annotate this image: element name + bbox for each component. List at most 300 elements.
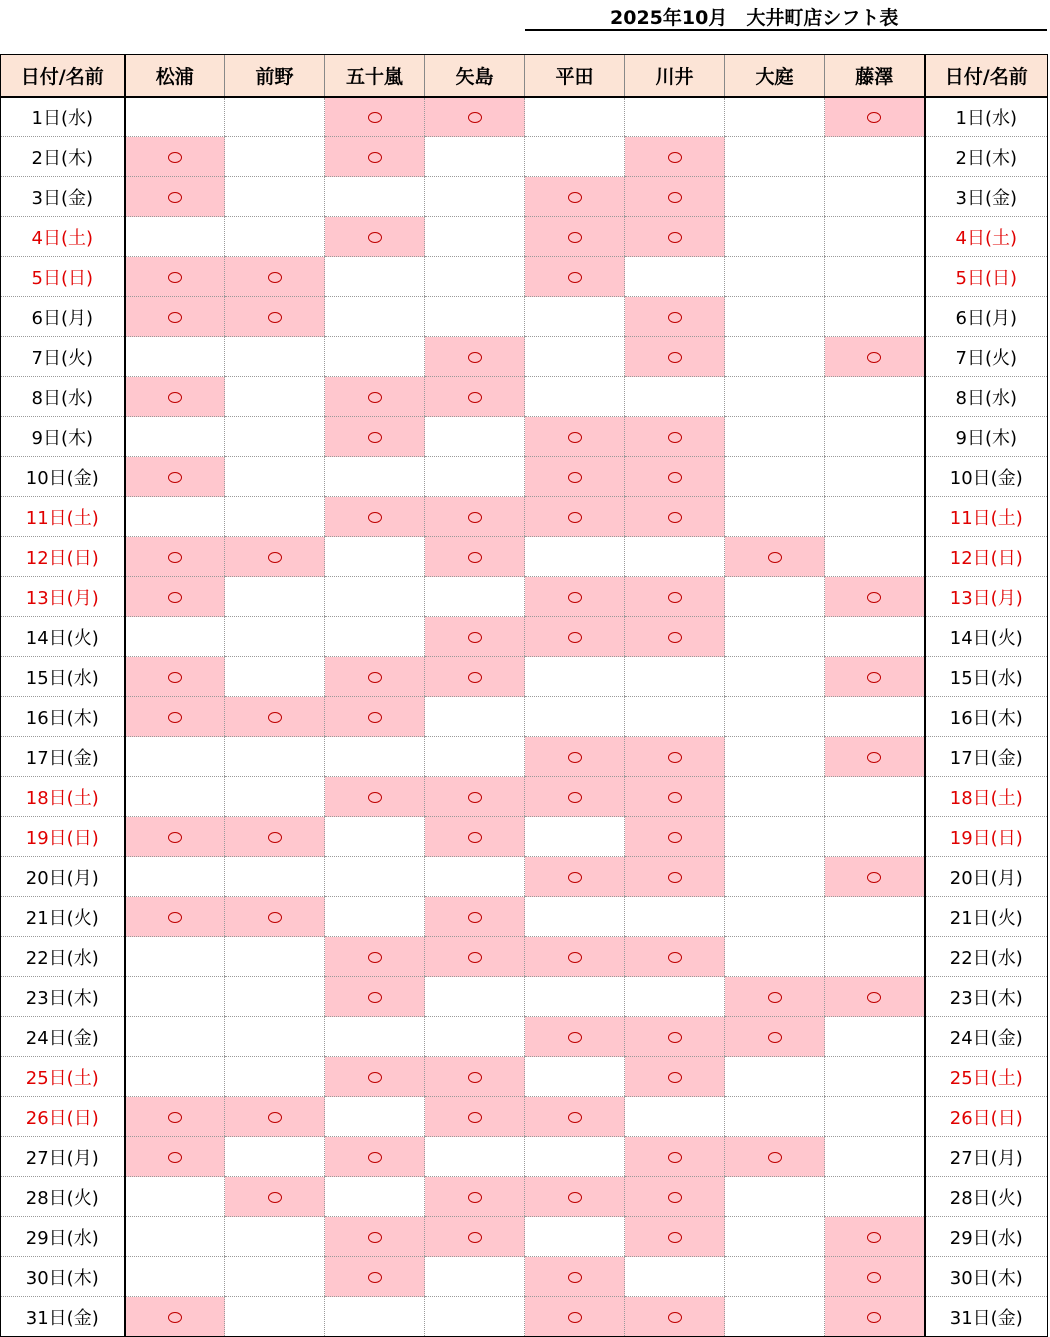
table-row xyxy=(1,657,1048,697)
shift-cell[interactable] xyxy=(325,937,425,977)
header-name-4: 平田 xyxy=(525,55,625,97)
shift-cell[interactable] xyxy=(325,497,425,537)
shift-cell[interactable] xyxy=(725,857,825,897)
shift-cell[interactable] xyxy=(225,577,325,617)
shift-cell[interactable] xyxy=(625,857,725,897)
shift-cell[interactable] xyxy=(125,1177,225,1217)
shift-cell[interactable] xyxy=(725,537,825,577)
shift-cell[interactable] xyxy=(225,1257,325,1297)
shift-cell[interactable] xyxy=(425,1017,525,1057)
date-cell-right: 1日(水) xyxy=(925,97,1048,137)
shift-cell[interactable] xyxy=(625,377,725,417)
shift-cell[interactable] xyxy=(525,137,625,177)
shift-cell[interactable] xyxy=(825,1257,925,1297)
shift-cell[interactable] xyxy=(325,1137,425,1177)
shift-cell[interactable] xyxy=(225,537,325,577)
shift-mark-icon xyxy=(468,1072,482,1083)
shift-cell[interactable] xyxy=(225,857,325,897)
shift-cell[interactable] xyxy=(725,937,825,977)
shift-cell[interactable] xyxy=(125,257,225,297)
shift-cell[interactable] xyxy=(525,497,625,537)
shift-cell[interactable] xyxy=(125,457,225,497)
table-row xyxy=(1,1017,1048,1057)
shift-cell[interactable] xyxy=(225,457,325,497)
table-row xyxy=(1,937,1048,977)
shift-mark-icon xyxy=(168,472,182,483)
shift-mark-icon xyxy=(368,432,382,443)
shift-cell[interactable] xyxy=(325,337,425,377)
shift-cell[interactable] xyxy=(125,777,225,817)
shift-cell[interactable] xyxy=(225,1137,325,1177)
shift-cell[interactable] xyxy=(625,897,725,937)
shift-cell[interactable] xyxy=(625,497,725,537)
shift-cell[interactable] xyxy=(425,297,525,337)
shift-mark-icon xyxy=(668,1032,682,1043)
shift-cell[interactable] xyxy=(725,297,825,337)
shift-cell[interactable] xyxy=(125,137,225,177)
shift-cell[interactable] xyxy=(825,1217,925,1257)
shift-cell[interactable] xyxy=(625,137,725,177)
shift-cell[interactable] xyxy=(425,897,525,937)
shift-cell[interactable] xyxy=(825,217,925,257)
shift-cell[interactable] xyxy=(825,417,925,457)
shift-cell[interactable] xyxy=(225,1017,325,1057)
shift-cell[interactable] xyxy=(125,217,225,257)
shift-cell[interactable] xyxy=(625,1257,725,1297)
date-cell-left: 2日(木) xyxy=(1,137,125,177)
shift-cell[interactable] xyxy=(725,217,825,257)
shift-cell[interactable] xyxy=(625,1017,725,1057)
shift-cell[interactable] xyxy=(525,857,625,897)
shift-cell[interactable] xyxy=(225,337,325,377)
shift-cell[interactable] xyxy=(525,177,625,217)
shift-cell[interactable] xyxy=(525,897,625,937)
shift-cell[interactable] xyxy=(625,177,725,217)
date-cell-left: 31日(金) xyxy=(1,1297,125,1337)
shift-cell[interactable] xyxy=(825,377,925,417)
shift-cell[interactable] xyxy=(325,737,425,777)
shift-cell[interactable] xyxy=(525,657,625,697)
header-name-5: 川井 xyxy=(625,55,725,97)
shift-cell[interactable] xyxy=(125,937,225,977)
shift-cell[interactable] xyxy=(725,1217,825,1257)
shift-cell[interactable] xyxy=(425,857,525,897)
shift-cell[interactable] xyxy=(825,97,925,137)
shift-cell[interactable] xyxy=(625,1097,725,1137)
shift-cell[interactable] xyxy=(325,457,425,497)
shift-cell[interactable] xyxy=(725,1177,825,1217)
shift-cell[interactable] xyxy=(325,1177,425,1217)
shift-cell[interactable] xyxy=(825,537,925,577)
shift-mark-icon xyxy=(568,472,582,483)
date-cell-right: 10日(金) xyxy=(925,457,1048,497)
shift-mark-icon xyxy=(368,1272,382,1283)
shift-cell[interactable] xyxy=(525,1017,625,1057)
shift-cell[interactable] xyxy=(625,937,725,977)
shift-cell[interactable] xyxy=(725,1057,825,1097)
shift-cell[interactable] xyxy=(125,577,225,617)
header-row xyxy=(1,55,1048,97)
shift-cell[interactable] xyxy=(625,1057,725,1097)
shift-cell[interactable] xyxy=(125,857,225,897)
shift-cell[interactable] xyxy=(425,697,525,737)
shift-cell[interactable] xyxy=(725,1017,825,1057)
shift-cell[interactable] xyxy=(725,337,825,377)
shift-cell[interactable] xyxy=(525,417,625,457)
shift-cell[interactable] xyxy=(725,577,825,617)
shift-cell[interactable] xyxy=(225,97,325,137)
shift-mark-icon xyxy=(468,1192,482,1203)
shift-cell[interactable] xyxy=(825,1097,925,1137)
shift-cell[interactable] xyxy=(625,817,725,857)
shift-cell[interactable] xyxy=(825,257,925,297)
shift-mark-icon xyxy=(768,992,782,1003)
shift-cell[interactable] xyxy=(425,377,525,417)
shift-cell[interactable] xyxy=(725,497,825,537)
shift-cell[interactable] xyxy=(625,1297,725,1337)
shift-cell[interactable] xyxy=(825,977,925,1017)
shift-cell[interactable] xyxy=(125,1097,225,1137)
shift-cell[interactable] xyxy=(725,417,825,457)
shift-mark-icon xyxy=(668,352,682,363)
shift-cell[interactable] xyxy=(325,857,425,897)
shift-cell[interactable] xyxy=(325,657,425,697)
shift-cell[interactable] xyxy=(825,657,925,697)
shift-cell[interactable] xyxy=(125,377,225,417)
shift-cell[interactable] xyxy=(425,817,525,857)
shift-cell[interactable] xyxy=(325,537,425,577)
shift-cell[interactable] xyxy=(825,1137,925,1177)
shift-cell[interactable] xyxy=(725,777,825,817)
shift-cell[interactable] xyxy=(825,697,925,737)
shift-cell[interactable] xyxy=(425,1297,525,1337)
shift-cell[interactable] xyxy=(425,937,525,977)
shift-cell[interactable] xyxy=(225,1217,325,1257)
shift-cell[interactable] xyxy=(225,697,325,737)
shift-cell[interactable] xyxy=(425,617,525,657)
shift-cell[interactable] xyxy=(325,1217,425,1257)
date-cell-left: 28日(火) xyxy=(1,1177,125,1217)
shift-cell[interactable] xyxy=(425,97,525,137)
shift-cell[interactable] xyxy=(725,817,825,857)
shift-cell[interactable] xyxy=(325,1297,425,1337)
shift-cell[interactable] xyxy=(625,657,725,697)
shift-cell[interactable] xyxy=(325,177,425,217)
shift-cell[interactable] xyxy=(825,857,925,897)
shift-cell[interactable] xyxy=(125,897,225,937)
shift-cell[interactable] xyxy=(225,657,325,697)
shift-cell[interactable] xyxy=(425,457,525,497)
shift-cell[interactable] xyxy=(325,617,425,657)
shift-cell[interactable] xyxy=(725,1137,825,1177)
shift-cell[interactable] xyxy=(625,257,725,297)
shift-cell[interactable] xyxy=(125,817,225,857)
shift-cell[interactable] xyxy=(625,977,725,1017)
shift-cell[interactable] xyxy=(825,777,925,817)
shift-cell[interactable] xyxy=(125,337,225,377)
shift-cell[interactable] xyxy=(425,257,525,297)
shift-mark-icon xyxy=(468,552,482,563)
shift-cell[interactable] xyxy=(125,617,225,657)
shift-cell[interactable] xyxy=(625,297,725,337)
shift-cell[interactable] xyxy=(425,1257,525,1297)
title-underline xyxy=(525,0,1047,31)
shift-cell[interactable] xyxy=(425,737,525,777)
shift-cell[interactable] xyxy=(525,617,625,657)
shift-cell[interactable] xyxy=(125,177,225,217)
shift-cell[interactable] xyxy=(125,1297,225,1337)
table-row xyxy=(1,1097,1048,1137)
shift-cell[interactable] xyxy=(125,417,225,457)
shift-cell[interactable] xyxy=(325,1017,425,1057)
shift-cell[interactable] xyxy=(425,497,525,537)
shift-cell[interactable] xyxy=(725,737,825,777)
table-row xyxy=(1,1177,1048,1217)
shift-cell[interactable] xyxy=(825,737,925,777)
shift-cell[interactable] xyxy=(825,1297,925,1337)
shift-cell[interactable] xyxy=(525,257,625,297)
shift-cell[interactable] xyxy=(425,337,525,377)
header-name-3: 矢島 xyxy=(425,55,525,97)
shift-cell[interactable] xyxy=(825,937,925,977)
shift-cell[interactable] xyxy=(525,697,625,737)
shift-cell[interactable] xyxy=(725,897,825,937)
shift-cell[interactable] xyxy=(825,817,925,857)
shift-mark-icon xyxy=(468,832,482,843)
shift-cell[interactable] xyxy=(525,777,625,817)
shift-cell[interactable] xyxy=(825,1017,925,1057)
shift-cell[interactable] xyxy=(825,337,925,377)
shift-cell[interactable] xyxy=(525,1217,625,1257)
date-cell-right: 6日(月) xyxy=(925,297,1048,337)
shift-cell[interactable] xyxy=(125,497,225,537)
shift-cell[interactable] xyxy=(625,337,725,377)
shift-mark-icon xyxy=(568,1272,582,1283)
shift-cell[interactable] xyxy=(525,977,625,1017)
table-row xyxy=(1,617,1048,657)
shift-cell[interactable] xyxy=(425,1217,525,1257)
shift-cell[interactable] xyxy=(225,1097,325,1137)
shift-cell[interactable] xyxy=(225,257,325,297)
shift-cell[interactable] xyxy=(425,1097,525,1137)
shift-cell[interactable] xyxy=(625,457,725,497)
date-cell-right: 23日(木) xyxy=(925,977,1048,1017)
shift-cell[interactable] xyxy=(525,1137,625,1177)
shift-cell[interactable] xyxy=(725,1257,825,1297)
shift-cell[interactable] xyxy=(825,137,925,177)
shift-cell[interactable] xyxy=(725,657,825,697)
shift-mark-icon xyxy=(468,512,482,523)
shift-cell[interactable] xyxy=(425,537,525,577)
shift-cell[interactable] xyxy=(625,1137,725,1177)
shift-cell[interactable] xyxy=(825,577,925,617)
shift-cell[interactable] xyxy=(125,1257,225,1297)
shift-cell[interactable] xyxy=(325,977,425,1017)
shift-cell[interactable] xyxy=(625,97,725,137)
shift-cell[interactable] xyxy=(125,297,225,337)
shift-cell[interactable] xyxy=(625,577,725,617)
shift-mark-icon xyxy=(668,192,682,203)
shift-cell[interactable] xyxy=(425,417,525,457)
shift-cell[interactable] xyxy=(825,897,925,937)
date-cell-left: 25日(土) xyxy=(1,1057,125,1097)
shift-cell[interactable] xyxy=(325,1097,425,1137)
shift-cell[interactable] xyxy=(725,457,825,497)
shift-cell[interactable] xyxy=(325,297,425,337)
shift-cell[interactable] xyxy=(325,1057,425,1097)
shift-cell[interactable] xyxy=(825,1177,925,1217)
shift-mark-icon xyxy=(668,1152,682,1163)
shift-cell[interactable] xyxy=(825,617,925,657)
shift-mark-icon xyxy=(668,792,682,803)
shift-cell[interactable] xyxy=(125,657,225,697)
shift-cell[interactable] xyxy=(525,1257,625,1297)
shift-cell[interactable] xyxy=(825,297,925,337)
shift-cell[interactable] xyxy=(725,137,825,177)
shift-cell[interactable] xyxy=(725,257,825,297)
shift-cell[interactable] xyxy=(225,417,325,457)
shift-cell[interactable] xyxy=(525,97,625,137)
shift-cell[interactable] xyxy=(725,617,825,657)
shift-cell[interactable] xyxy=(625,777,725,817)
shift-mark-icon xyxy=(568,512,582,523)
shift-cell[interactable] xyxy=(425,137,525,177)
shift-cell[interactable] xyxy=(225,897,325,937)
shift-cell[interactable] xyxy=(625,737,725,777)
shift-cell[interactable] xyxy=(625,1177,725,1217)
shift-cell[interactable] xyxy=(525,297,625,337)
shift-cell[interactable] xyxy=(825,457,925,497)
shift-cell[interactable] xyxy=(525,377,625,417)
shift-cell[interactable] xyxy=(225,937,325,977)
shift-cell[interactable] xyxy=(225,737,325,777)
shift-cell[interactable] xyxy=(125,97,225,137)
shift-cell[interactable] xyxy=(625,417,725,457)
shift-cell[interactable] xyxy=(225,297,325,337)
shift-cell[interactable] xyxy=(425,217,525,257)
date-cell-right: 12日(日) xyxy=(925,537,1048,577)
shift-cell[interactable] xyxy=(225,977,325,1017)
shift-mark-icon xyxy=(268,272,282,283)
header-date-label-right: 日付/名前 xyxy=(925,55,1048,97)
shift-mark-icon xyxy=(368,712,382,723)
shift-cell[interactable] xyxy=(225,817,325,857)
shift-cell[interactable] xyxy=(625,537,725,577)
shift-cell[interactable] xyxy=(225,377,325,417)
shift-table xyxy=(0,54,1048,1337)
shift-cell[interactable] xyxy=(725,697,825,737)
shift-cell[interactable] xyxy=(225,1057,325,1097)
shift-cell[interactable] xyxy=(225,617,325,657)
shift-cell[interactable] xyxy=(625,697,725,737)
shift-cell[interactable] xyxy=(725,1297,825,1337)
shift-cell[interactable] xyxy=(525,937,625,977)
shift-cell[interactable] xyxy=(325,257,425,297)
shift-cell[interactable] xyxy=(825,1057,925,1097)
shift-cell[interactable] xyxy=(125,1217,225,1257)
shift-cell[interactable] xyxy=(525,1097,625,1137)
shift-cell[interactable] xyxy=(425,577,525,617)
shift-cell[interactable] xyxy=(225,1177,325,1217)
shift-cell[interactable] xyxy=(525,737,625,777)
shift-cell[interactable] xyxy=(125,537,225,577)
shift-cell[interactable] xyxy=(225,1297,325,1337)
shift-cell[interactable] xyxy=(325,217,425,257)
shift-cell[interactable] xyxy=(525,817,625,857)
shift-mark-icon xyxy=(168,1152,182,1163)
shift-cell[interactable] xyxy=(425,977,525,1017)
shift-cell[interactable] xyxy=(625,617,725,657)
shift-mark-icon xyxy=(668,312,682,323)
shift-cell[interactable] xyxy=(125,737,225,777)
shift-cell[interactable] xyxy=(525,1297,625,1337)
shift-cell[interactable] xyxy=(125,1017,225,1057)
date-cell-left: 26日(日) xyxy=(1,1097,125,1137)
shift-cell[interactable] xyxy=(325,897,425,937)
shift-cell[interactable] xyxy=(525,1177,625,1217)
shift-cell[interactable] xyxy=(425,1177,525,1217)
shift-mark-icon xyxy=(268,1112,282,1123)
shift-mark-icon xyxy=(368,1152,382,1163)
shift-cell[interactable] xyxy=(125,697,225,737)
shift-mark-icon xyxy=(867,1272,881,1283)
shift-cell[interactable] xyxy=(425,177,525,217)
shift-cell[interactable] xyxy=(725,97,825,137)
shift-cell[interactable] xyxy=(425,777,525,817)
shift-cell[interactable] xyxy=(425,657,525,697)
shift-cell[interactable] xyxy=(225,497,325,537)
shift-cell[interactable] xyxy=(225,177,325,217)
shift-cell[interactable] xyxy=(525,1057,625,1097)
shift-cell[interactable] xyxy=(525,217,625,257)
shift-cell[interactable] xyxy=(225,217,325,257)
shift-cell[interactable] xyxy=(525,537,625,577)
shift-cell[interactable] xyxy=(725,1097,825,1137)
shift-cell[interactable] xyxy=(825,497,925,537)
shift-cell[interactable] xyxy=(625,1217,725,1257)
shift-cell[interactable] xyxy=(525,457,625,497)
shift-cell[interactable] xyxy=(325,577,425,617)
shift-cell[interactable] xyxy=(525,577,625,617)
date-cell-left: 23日(木) xyxy=(1,977,125,1017)
shift-cell[interactable] xyxy=(725,377,825,417)
shift-mark-icon xyxy=(268,712,282,723)
shift-cell[interactable] xyxy=(625,217,725,257)
shift-cell[interactable] xyxy=(325,377,425,417)
shift-cell[interactable] xyxy=(125,977,225,1017)
shift-cell[interactable] xyxy=(425,1057,525,1097)
shift-cell[interactable] xyxy=(725,977,825,1017)
shift-cell[interactable] xyxy=(125,1057,225,1097)
shift-cell[interactable] xyxy=(325,137,425,177)
date-cell-left: 1日(水) xyxy=(1,97,125,137)
shift-cell[interactable] xyxy=(325,697,425,737)
shift-cell[interactable] xyxy=(325,817,425,857)
shift-cell[interactable] xyxy=(325,417,425,457)
shift-cell[interactable] xyxy=(325,1257,425,1297)
shift-cell[interactable] xyxy=(525,337,625,377)
table-row xyxy=(1,1257,1048,1297)
shift-cell[interactable] xyxy=(325,777,425,817)
shift-cell[interactable] xyxy=(225,137,325,177)
shift-mark-icon xyxy=(268,552,282,563)
shift-cell[interactable] xyxy=(725,177,825,217)
shift-cell[interactable] xyxy=(425,1137,525,1177)
shift-cell[interactable] xyxy=(325,97,425,137)
shift-cell[interactable] xyxy=(125,1137,225,1177)
shift-cell[interactable] xyxy=(825,177,925,217)
shift-cell[interactable] xyxy=(225,777,325,817)
